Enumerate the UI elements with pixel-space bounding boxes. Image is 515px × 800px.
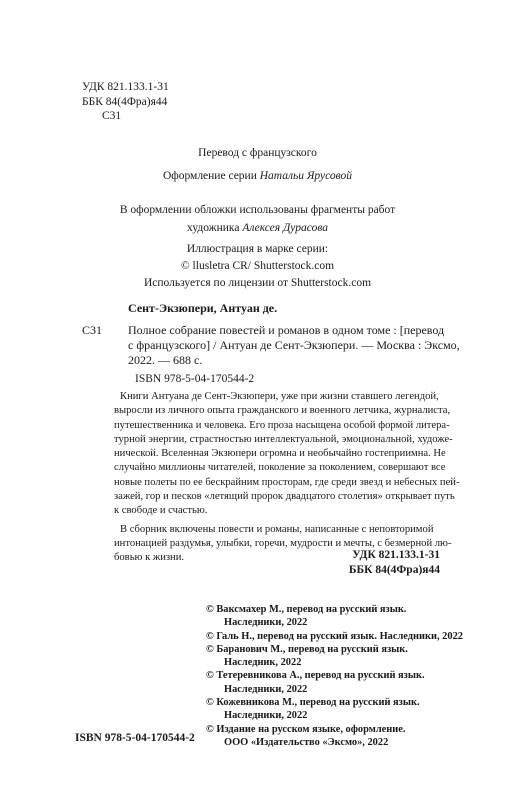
series-designer-name: Натальи Ярусовой — [259, 170, 353, 182]
biblio-line: с французского] / Антуан де Сент-Экзюпери. — Москва : Эксмо, — [128, 338, 460, 352]
annotation-line: случайно миллионы читателей, поколение за поколением, совершают все — [114, 462, 446, 474]
annotation-line: путешественника и человека. Его проза насыщена особой формой литера- — [114, 419, 450, 431]
biblio-line: Полное собрание повестей и романов в одном томе : [перевод — [128, 323, 445, 337]
series-design-prefix: Оформление серии — [162, 170, 257, 182]
bbk-code-bold: ББК 84(4Фра)я44 — [348, 564, 440, 576]
cover-artist-prefix: художника — [187, 222, 240, 234]
copyright-line: © Тетеревникова А., перевод на русский язык. — [206, 670, 425, 682]
annotation-line: бовью к жизни. — [114, 552, 185, 564]
annotation-line: новые полеты по ее бескрайним просторам, где среди звезд и небесных пей- — [114, 476, 460, 488]
copyright-line: © Баранович М., перевод на русский язык. — [206, 643, 408, 655]
copyright-line: Наследник, 2022 — [224, 657, 302, 669]
author-mark: С31 — [102, 110, 122, 122]
annotation — [114, 390, 460, 566]
classification-block — [82, 80, 169, 124]
udk-code-bold: УДК 821.133.1-31 — [352, 549, 440, 561]
copyright-line: Наследники, 2022 — [224, 683, 308, 695]
classification-footer — [0, 548, 440, 578]
annotation-line: нической. Вселенная Экзюпери огромна и необычайно гостеприимна. Не — [114, 448, 446, 460]
cover-credit: В оформлении обложки использованы фрагменты работ художника Алексея Дурасова — [119, 204, 396, 234]
copyright-line: © Ваксмахер М., перевод на русский язык. — [206, 604, 407, 615]
annotation-line: Книги Антуана де Сент-Экзюпери, уже при жизни ставшего легендой, — [120, 391, 439, 402]
annotation-line: к свободе и счастью. — [114, 505, 208, 517]
copyright-line: Наследники, 2022 — [224, 710, 308, 722]
udk-code: УДК 821.133.1-31 — [82, 81, 169, 93]
copyright-line: © Кожевникова М., перевод на русский язык. — [206, 697, 420, 709]
copyright-line: © Галь Н., перевод на русский язык. Наследники, 2022 — [206, 630, 463, 642]
annotation-line: выросли из личного опыта гражданского и военного летчика, журналиста, — [114, 405, 451, 417]
bibliographic-description — [128, 323, 460, 368]
illustration-credit: Иллюстрация в марке серии: © llusletra CR/ Shutterstock.com Используется по лицензии от Shutterstock.com — [143, 243, 372, 289]
translation-credit: Перевод с французского — [198, 147, 317, 159]
isbn-footer: ISBN 978-5-04-170544-2 — [75, 732, 195, 744]
copyright-line: Наследники, 2022 — [224, 617, 308, 629]
isbn-record: ISBN 978-5-04-170544-2 — [135, 373, 255, 385]
copyright-notices — [206, 603, 463, 749]
annotation-line: зажей, гор и песков «летящий пророк двадцатого столетия» открывает путь — [114, 491, 455, 503]
bbk-code: ББК 84(4Фра)я44 — [82, 95, 168, 108]
biblio-line: 2022. — 688 с. — [128, 353, 203, 367]
annotation-line: интонацией раздумья, улыбки, горечи, мудрости и мечты, с безмерной лю- — [114, 537, 452, 549]
annotation-line: турной энергии, страстностью интеллектуальной, эмоциональной, художе- — [114, 433, 453, 445]
annotation-line: В сборник включены повести и романы, написанные с неповторимой — [120, 523, 434, 535]
cover-artist-name: Алексея Дурасова — [242, 222, 328, 234]
copyright-line: © Издание на русском языке, оформление. — [206, 723, 406, 735]
copyright-line: ООО «Издательство «Эксмо», 2022 — [224, 736, 389, 748]
author-heading: Сент-Экзюпери, Антуан де. — [128, 301, 278, 315]
bibliographic-code: С31 — [82, 323, 103, 337]
series-design-credit — [0, 170, 515, 182]
